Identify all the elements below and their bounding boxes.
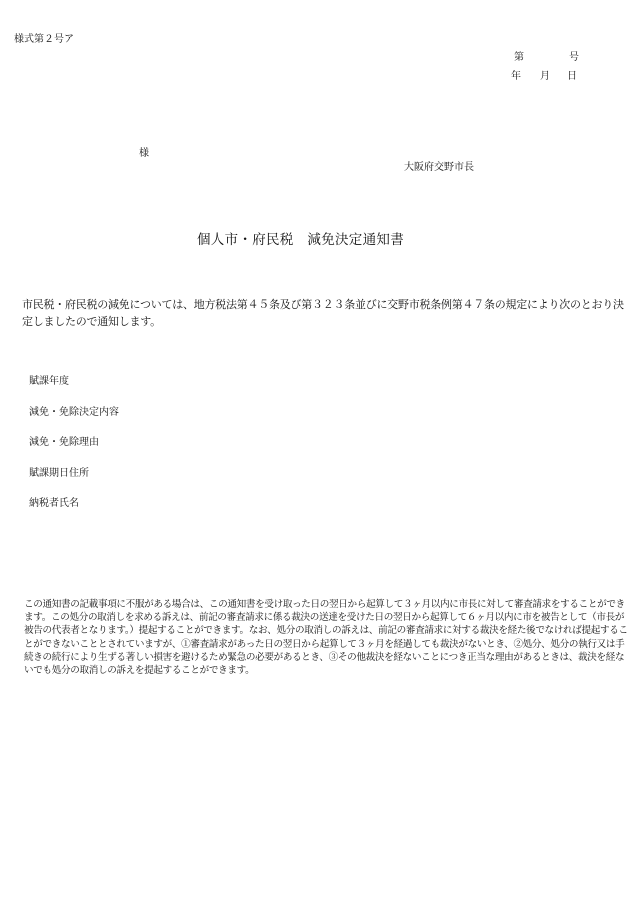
item-label-tax-year: 賦課年度 xyxy=(29,376,69,387)
item-label-decision-content: 減免・免除決定内容 xyxy=(29,406,119,418)
form-number: 様式第２号ア xyxy=(14,34,74,45)
appeal-notice: この通知書の記載事項に不服がある場合は、この通知書を受け取った日の翌日から起算して３ヶ月以内に市長に対して審査請求をすることができます。この処分の取消しを求める訴えは、前記の審査請求に係る裁決の送達を受けた日の翌日から起算して６ヶ月以内に市を被告として（市長が被告の代表者となります。）提起することができます。なお、処分の取消しの訴えは、前記の審査請求に対する裁決を経た後でなければ提起することができないこととされていますが、①審査請求があった日の翌日から起算して３ヶ月を経過しても裁決がないとき、②処分、処分の執行又は手続きの続行により生ずる著しい損害を避けるため緊急の必要があるとき、③その他裁決を経ないことにつき正当な理由があるときは、裁決を経ないでも処分の取消しの訴えを提起することができます。 xyxy=(24,599,628,677)
item-label-address: 賦課期日住所 xyxy=(29,467,89,479)
item-label-taxpayer-name: 納税者氏名 xyxy=(29,498,79,509)
item-list xyxy=(29,377,119,530)
document-title: 個人市・府民税 減免決定通知書 xyxy=(197,232,404,248)
date-day-label: 日 xyxy=(567,71,577,82)
doc-number-prefix: 第 xyxy=(514,52,524,63)
addressee-honorific: 様 xyxy=(139,148,149,159)
item-label-reason: 減免・免除理由 xyxy=(29,437,99,448)
date-year-label: 年 xyxy=(511,71,521,82)
doc-number-suffix: 号 xyxy=(569,52,579,63)
body-paragraph: 市民税・府民税の減免については、地方税法第４５条及び第３２３条並びに交野市税条例第４７条の規定により次のとおり決定しましたので通知します。 xyxy=(22,298,624,328)
date-month-label: 月 xyxy=(540,71,550,82)
sender-name: 大阪府交野市長 xyxy=(404,162,474,173)
